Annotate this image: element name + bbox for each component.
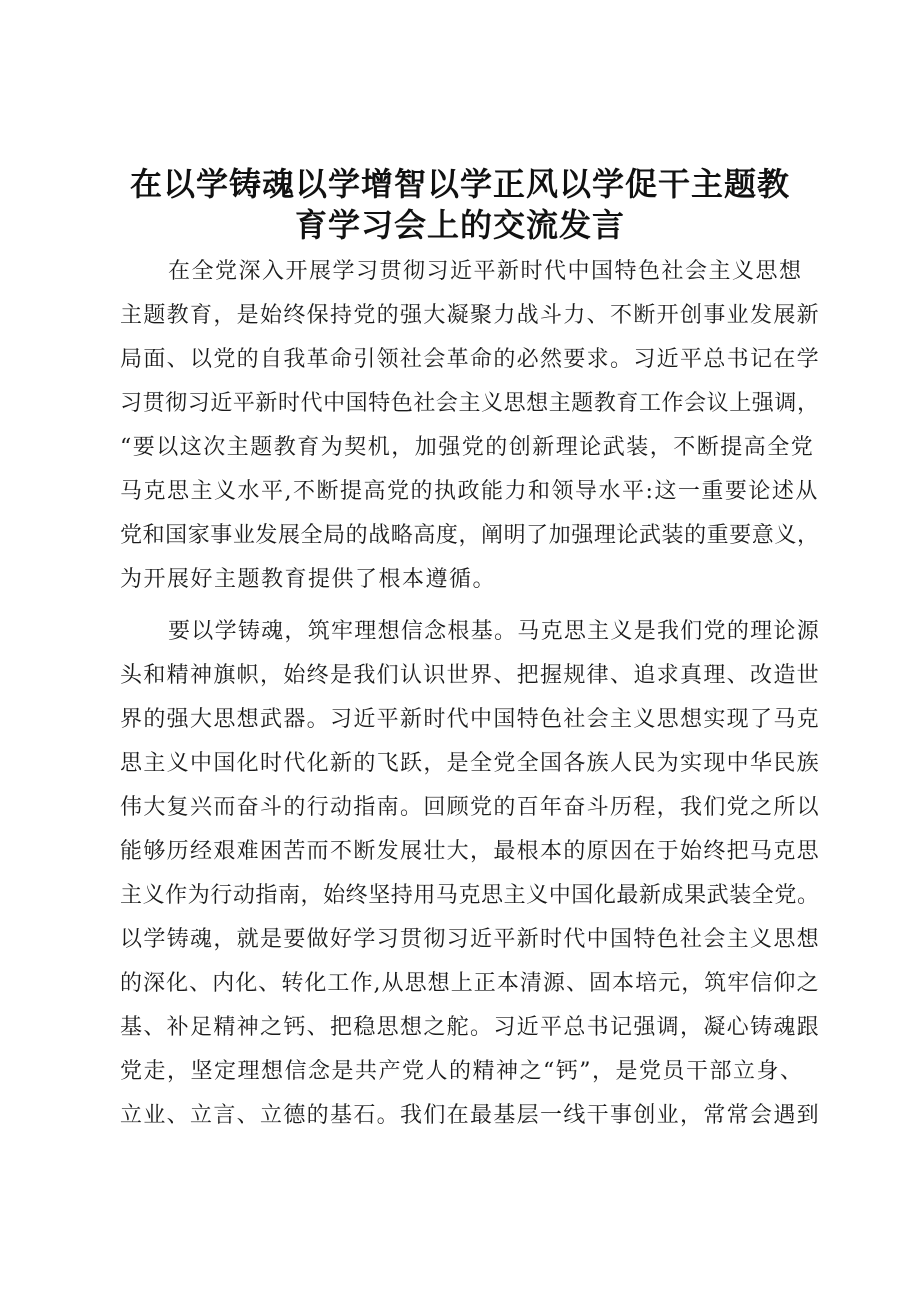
paragraph-1-line: 主题教育，是始终保持党的强大凝聚力战斗力、不断开创事业发展新 bbox=[120, 303, 821, 328]
paragraph-2-line: 以学铸魂，就是要做好学习贯彻习近平新时代中国特色社会主义思想 bbox=[120, 927, 821, 952]
paragraph-2-line: 立业、立言、立德的基石。我们在最基层一线干事创业，常常会遇到 bbox=[120, 1103, 821, 1128]
paragraph-2-line: 党走，坚定理想信念是共产党人的精神之“钙”，是党员干部立身、 bbox=[120, 1059, 804, 1084]
document-title-line-1: 在以学铸魂以学增智以学正风以学促干主题教 bbox=[129, 165, 790, 203]
paragraph-1-line: 局面、以党的自我革命引领社会革命的必然要求。习近平总书记在学 bbox=[120, 347, 821, 372]
paragraph-2-line: 基、补足精神之钙、把稳思想之舵。习近平总书记强调，凝心铸魂跟 bbox=[120, 1015, 821, 1040]
paragraph-2-line: 主义作为行动指南，始终坚持用马克思主义中国化最新成果武装全党。 bbox=[120, 883, 820, 908]
paragraph-1-line: “要以这次主题教育为契机，加强党的创新理论武装，不断提高全党 bbox=[120, 435, 815, 460]
paragraph-2-line: 的深化、内化、转化工作,从思想上正本清源、固本培元，筑牢信仰之 bbox=[120, 971, 820, 996]
paragraph-1-line: 在全党深入开展学习贯彻习近平新时代中国特色社会主义思想 bbox=[168, 259, 803, 284]
paragraph-1-line: 为开展好主题教育提供了根本遵循。 bbox=[120, 567, 497, 592]
paragraph-1-line: 党和国家事业发展全局的战略高度，阐明了加强理论武装的重要意义， bbox=[120, 523, 820, 548]
paragraph-1-line: 马克思主义水平,不断提高党的执政能力和领导水平:这一重要论述从 bbox=[120, 479, 819, 504]
paragraph-2-line: 要以学铸魂，筑牢理想信念根基。马克思主义是我们党的理论源 bbox=[168, 619, 821, 644]
document-title-line-2: 育学习会上的交流发言 bbox=[294, 206, 625, 244]
paragraph-2-line: 伟大复兴而奋斗的行动指南。回顾党的百年奋斗历程，我们党之所以 bbox=[120, 795, 821, 820]
paragraph-2-line: 能够历经艰难困苦而不断发展壮大，最根本的原因在于始终把马克思 bbox=[120, 839, 821, 864]
paragraph-1-line: 习贯彻习近平新时代中国特色社会主义思想主题教育工作会议上强调， bbox=[120, 391, 820, 416]
paragraph-2-line: 界的强大思想武器。习近平新时代中国特色社会主义思想实现了马克 bbox=[120, 707, 821, 732]
paragraph-2-line: 头和精神旗帜，始终是我们认识世界、把握规律、追求真理、改造世 bbox=[120, 663, 821, 688]
paragraph-2-line: 思主义中国化时代化新的飞跃，是全党全国各族人民为实现中华民族 bbox=[120, 751, 821, 776]
